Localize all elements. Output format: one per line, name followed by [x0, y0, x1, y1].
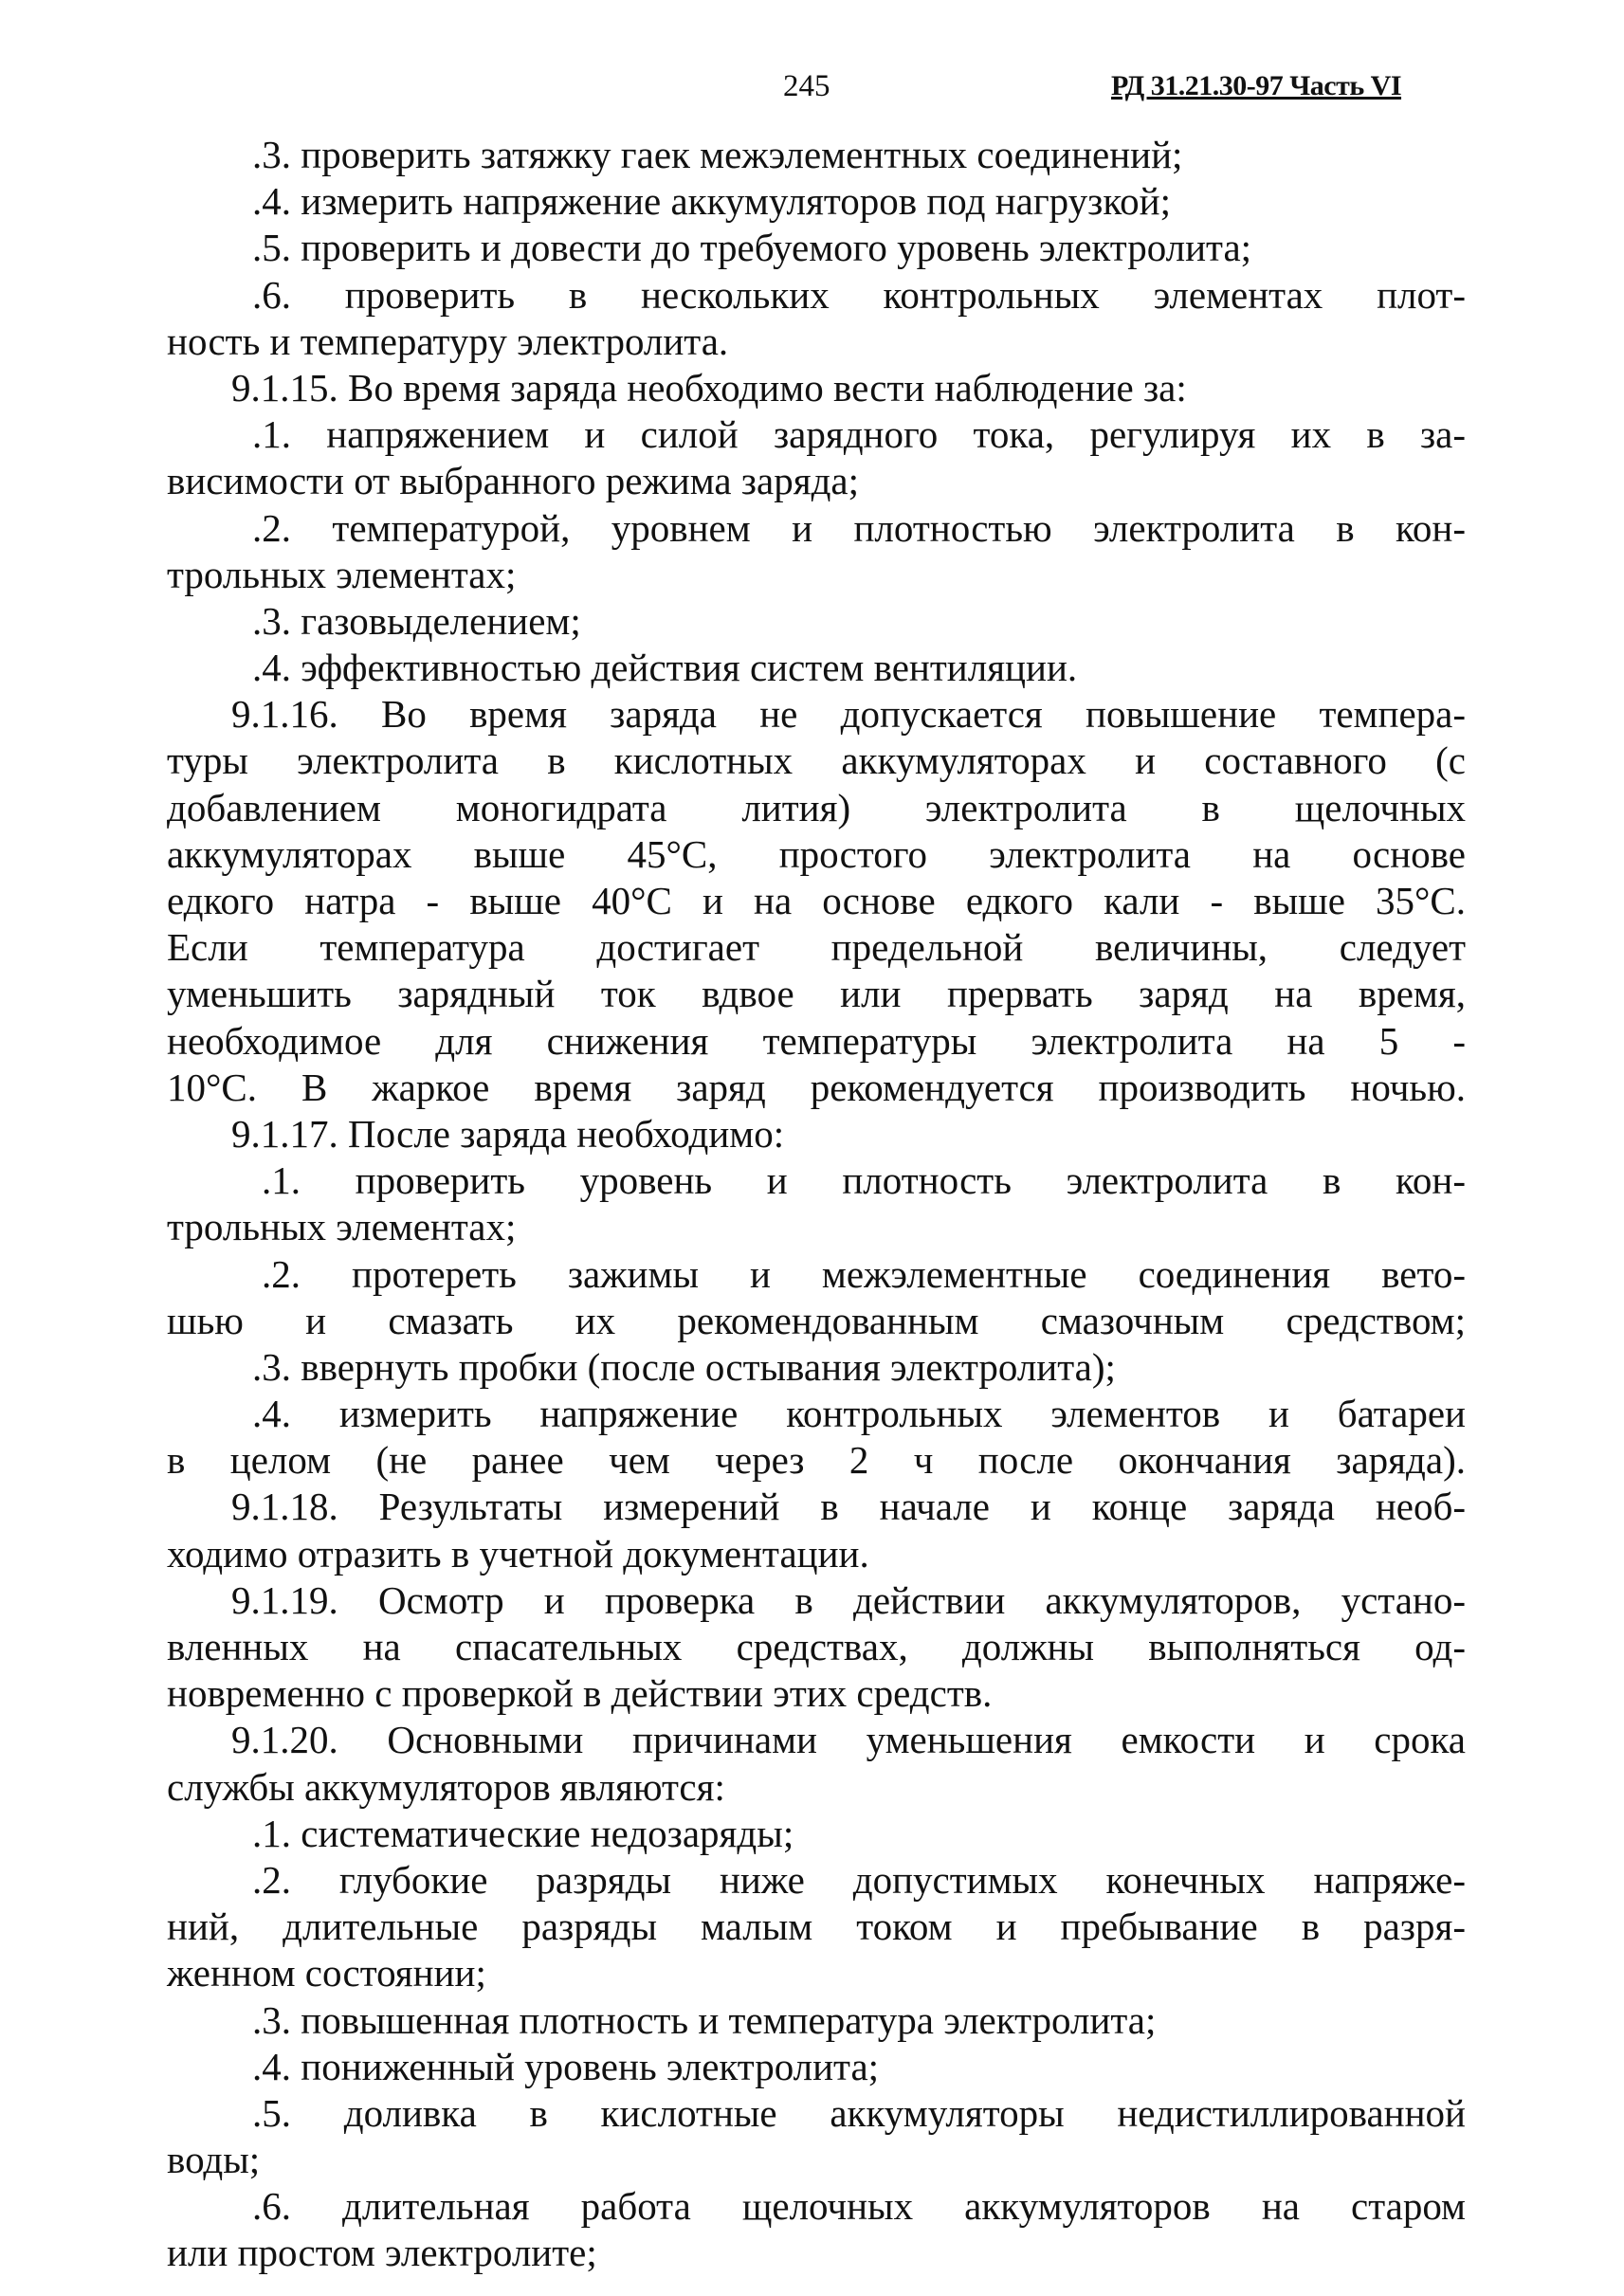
text-line: новременно с проверкой в действии этих средств. [167, 1671, 993, 1716]
text-line: ний, длительные разряды малым током и пребывание в разря- [167, 1904, 1466, 1949]
text-line: 9.1.20. Основными причинами уменьшения емкости и срока [231, 1718, 1466, 1762]
text-line: .4. измерить напряжение контрольных элементов и батареи [252, 1392, 1466, 1436]
text-line: .5. проверить и довести до требуемого уровень электролита; [252, 226, 1252, 270]
text-line: аккумуляторах выше 45°С, простого электролита на основе [167, 831, 1466, 876]
text-line: или простом электролите; [167, 2231, 597, 2275]
page-number: 245 [783, 69, 830, 103]
text-line: .4. пониженный уровень электролита; [252, 2044, 880, 2088]
text-line: Если температура достигает предельной величины, следует [167, 925, 1466, 970]
text-line: .3. повышенная плотность и температура электролита; [252, 1997, 1157, 2042]
page-header [0, 63, 1624, 110]
text-line: едкого натра - выше 40°С и на основе едкого кали - выше 35°С. [167, 879, 1466, 922]
text-line: .5. доливка в кислотные аккумуляторы недистиллированной [252, 2090, 1466, 2135]
text-line: 10°С. В жаркое время заряд рекомендуется производить ночью. [167, 1065, 1466, 1109]
text-line: уменьшить зарядный ток вдвое или прервать заряд на время, [167, 972, 1466, 1016]
text-line: добавлением моногидрата лития) электролита в щелочных [167, 785, 1466, 829]
text-line: 9.1.16. Во время заряда не допускается повышение темпера- [231, 692, 1466, 737]
text-line: ность и температуру электролита. [167, 319, 729, 363]
text-line: .4. измерить напряжение аккумуляторов под нагрузкой; [252, 179, 1171, 224]
text-line: ходимо отразить в учетной документации. [167, 1531, 869, 1576]
text-line: воды; [167, 2138, 261, 2182]
text-line: шью и смазать их рекомендованным смазочным средством; [167, 1298, 1466, 1342]
text-line: .2. глубокие разряды ниже допустимых конечных напряже- [252, 1857, 1466, 1902]
text-line: службы аккумуляторов являются: [167, 1764, 725, 1809]
text-line: .4. эффективностью действия систем вентиляции. [252, 646, 1078, 690]
text-line: трольных элементах; [167, 1205, 517, 1249]
text-line: .3. ввернуть пробки (после остывания электролита); [252, 1344, 1116, 1389]
text-line: .3. проверить затяжку гаек межэлементных соединений; [252, 133, 1183, 176]
text-line: висимости от выбранного режима заряда; [167, 459, 860, 503]
document-code: РД 31.21.30-97 Часть VI [1111, 70, 1402, 101]
text-line: 9.1.19. Осмотр и проверка в действии аккумуляторов, устано- [231, 1577, 1466, 1622]
text-line: вленных на спасательных средствах, должны выполняться од- [167, 1625, 1466, 1668]
text-line: 9.1.18. Результаты измерений в начале и конце заряда необ- [231, 1485, 1466, 1529]
text-line: .2. протереть зажимы и межэлементные соединения вето- [262, 1251, 1466, 1296]
text-line: .6. проверить в нескольких контрольных элементах плот- [252, 272, 1466, 317]
text-line: женном состоянии; [167, 1951, 486, 1995]
text-line: .1. систематические недозаряды; [252, 1811, 794, 1855]
text-line: туры электролита в кислотных аккумуляторах и составного (с [167, 738, 1466, 783]
text-line: 9.1.17. После заряда необходимо: [231, 1111, 785, 1156]
text-line: .2. температурой, уровнем и плотностью электролита в кон- [252, 505, 1466, 550]
text-line: .6. длительная работа щелочных аккумуляторов на старом [252, 2184, 1466, 2229]
text-line: 9.1.15. Во время заряда необходимо вести наблюдение за: [231, 365, 1187, 410]
text-line: трольных элементах; [167, 552, 517, 596]
document-body [167, 132, 1466, 2277]
text-line: .1. проверить уровень и плотность электролита в кон- [262, 1158, 1466, 1203]
text-line: в целом (не ранее чем через 2 ч после окончания заряда). [167, 1438, 1466, 1483]
text-line: необходимое для снижения температуры электролита на 5 - [167, 1018, 1466, 1063]
text-line: .1. напряжением и силой зарядного тока, регулируя их в за- [252, 412, 1466, 457]
text-line: .3. газовыделением; [252, 598, 581, 643]
